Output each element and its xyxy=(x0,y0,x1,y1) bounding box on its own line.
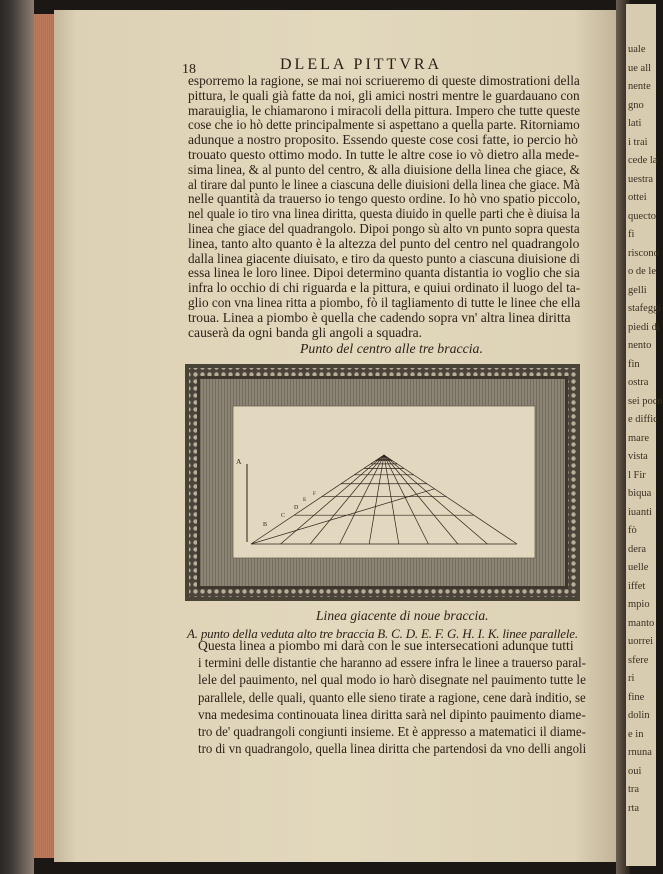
facing-page-word: stafeggi xyxy=(628,303,662,314)
figure-letter-c: C xyxy=(281,513,286,519)
facing-page-word: lati xyxy=(628,118,642,129)
text-line: nel quale io tiro vna linea diritta, questa diuido in quelle parti che è diuisa la xyxy=(188,206,580,222)
figure-title: Punto del centro alle tre braccia. xyxy=(300,341,483,356)
facing-page-word: l Fir xyxy=(628,469,646,481)
facing-page-word: ostra xyxy=(628,377,649,388)
text-line: linea che giace del quadrangolo. Dipoi pongo sù alto vn punto sopra questa xyxy=(188,221,580,236)
text-line: glio con vna linea ritta a piombo, fò il tagliamento di tutte le linee che ella xyxy=(188,295,581,310)
facing-page-word: mpio xyxy=(628,599,650,610)
text-line: linea, tanto alto quanto è la altezza del punto del centro nel quadrangolo xyxy=(188,235,580,251)
facing-page-word: vista xyxy=(628,451,648,462)
text-line: sima linea, & al punto del centro, & alla diuisione della linea che giace, & xyxy=(188,161,580,177)
text-line: al tirare dal punto le linee a ciascuna delle diuisioni della linea che giace. Mà xyxy=(188,176,580,192)
facing-page-word: uale xyxy=(628,44,646,55)
text-line: dalla linea giacente diuisato, e tiro da questo punto a ciascuna diuisione di xyxy=(188,250,580,266)
figure-letter-d: D xyxy=(294,505,299,511)
text-line: adunque a nostro proposito. Essendo queste cose cosi fatte, io percio hò xyxy=(188,132,578,148)
text-line: pittura, le quali già fatte da noi, gli amici nostri mentre le guardauano con xyxy=(188,87,580,103)
text-line: Questa linea a piombo mi darà con le sue intersecationi adunque tutti xyxy=(198,638,574,653)
facing-page-word: sei poco xyxy=(628,395,663,407)
text-line: parallele, delle quali, quanto elle sieno tirate a ragione, cene darà inditio, se xyxy=(198,689,586,705)
facing-page-word: rnuna xyxy=(628,747,652,758)
book-cover-edge xyxy=(0,0,34,874)
figure-letter-e: E xyxy=(303,497,307,503)
facing-page-word: nente xyxy=(628,81,651,92)
facing-page-word: manto xyxy=(628,617,655,629)
facing-page-word: ri xyxy=(628,673,635,684)
facing-page-word: ottei xyxy=(628,192,647,203)
facing-page-word: gelli xyxy=(628,284,647,296)
facing-page-word: gno xyxy=(628,99,644,111)
facing-page-word: tra xyxy=(628,784,640,795)
facing-page-word: o de le xyxy=(628,266,656,277)
facing-page-word: fin xyxy=(628,358,640,370)
facing-page-word: iffet xyxy=(628,580,646,592)
facing-page-word: i trai xyxy=(628,136,648,148)
text-line: infra lo occhio di chi riguarda e la pittura, e quiui ordinato il luogo del ta- xyxy=(188,280,581,296)
facing-page-word: e in xyxy=(628,728,644,740)
running-head: DLELA PITTVRA xyxy=(280,56,443,73)
facing-page-word: sfere xyxy=(628,654,649,666)
facing-page-word: piedi di xyxy=(628,321,660,333)
text-line: vna medesima continouata linea diritta sarà nel dipinto pauimento diame- xyxy=(198,706,586,722)
facing-page-word: uestra xyxy=(628,173,654,185)
facing-page-word: ue all xyxy=(628,62,652,74)
text-line: lele del pauimento, nel qual modo io harò disegnate nel pauimento tutte le xyxy=(198,672,586,688)
figure-caption: Linea giacente di noue braccia. xyxy=(316,608,489,623)
facing-page-word: oui xyxy=(628,765,642,777)
text-line: tro di vn quadrangolo, quella linea diritta che partendosi da vno delli angoli xyxy=(198,741,587,757)
figure-legend: A. punto della veduta alto tre braccia B. C. D. E. F. G. H. I. K. linee parallele. xyxy=(187,626,578,641)
figure-letter-a: A xyxy=(236,457,242,466)
facing-page-word: quecto xyxy=(628,210,656,222)
figure-plate xyxy=(233,406,535,558)
facing-page-word: rta xyxy=(628,802,640,814)
text-line: i termini delle distantie che haranno ad essere infra le linee a trauerso paral- xyxy=(198,655,586,671)
facing-page-word: uorrei xyxy=(628,636,654,647)
text-line: cose che io hò dette principalmente si aspettano a quella parte. Ritorniamo xyxy=(188,117,580,133)
facing-page-word: dolin xyxy=(628,710,650,721)
text-line: troua. Linea a piombo è quella che cadendo sopra vn' altra linea diritta xyxy=(188,309,571,325)
facing-page-word: e diffic xyxy=(628,414,658,425)
text-line: nelle quantità da trauerso io tengo questo ordine. Io hò vno spatio piccolo, xyxy=(188,191,581,207)
facing-page-word: mare xyxy=(628,432,649,444)
text-line: tro de' quadrangoli congiunti insieme. Et è appresso a matematici il diame- xyxy=(198,724,586,739)
facing-page-word: dera xyxy=(628,543,647,555)
page-edges xyxy=(34,14,56,858)
facing-page-word: fi xyxy=(628,229,635,240)
text-line: trouato questo ottimo modo. In tutte le altre cose io vò dietro alla mede- xyxy=(188,147,580,162)
text-line: esporremo la ragione, se mai noi scriueremo di queste dimostrationi della xyxy=(188,73,580,88)
facing-page-word: fine xyxy=(628,691,645,703)
text-line: essa linea le loro linee. Dipoi determino quanta distantia io voglio che sia xyxy=(188,265,580,281)
page-number: 18 xyxy=(182,62,196,77)
facing-page-word: cede la xyxy=(628,155,658,166)
figure-letter-b: B xyxy=(263,522,268,528)
facing-page-word: uelle xyxy=(628,562,649,573)
facing-page-word: biqua xyxy=(628,488,652,499)
text-line: causerà da ogni banda gli angoli a squadra. xyxy=(188,324,423,340)
figure-letter-f: F xyxy=(313,492,316,497)
facing-page-fragment xyxy=(626,4,663,866)
facing-page-word: iuanti xyxy=(628,506,652,518)
facing-page-word: riscono xyxy=(628,247,659,259)
text-line: marauiglia, le chiamarono i miracoli della pittura. Impero che tutte queste xyxy=(188,102,581,118)
facing-page-word: fò xyxy=(628,525,637,536)
facing-page-word: nento xyxy=(628,340,652,351)
perspective-figure xyxy=(185,364,580,601)
